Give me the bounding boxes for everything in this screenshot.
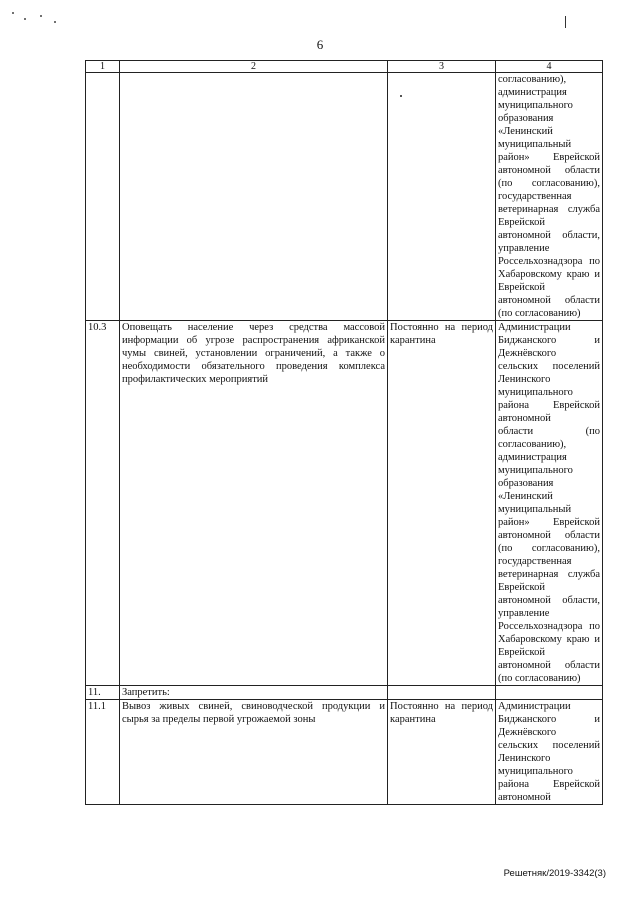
text-line: Хабаровскому краю и [498,269,600,280]
text-line: Биджанского и [498,714,600,725]
text-line: государственная [498,556,572,567]
cell-term [388,700,496,805]
text-line: (по согласованию) [498,308,581,319]
text-line: муниципального [498,387,573,398]
text-line: Хабаровскому краю и [498,634,600,645]
text-line: необходимости обязательного проведения комплекса [122,361,385,372]
text-line: Еврейской [498,647,545,658]
text-line: автономной области, [498,595,600,606]
text-line: администрация [498,87,567,98]
scan-speck [54,21,56,23]
cell-num: 10.3 [86,321,120,686]
text-line: Биджанского и [498,335,600,346]
cell-num: 11. [86,686,120,700]
text-line: карантина [390,335,436,346]
text-line: образования [498,478,554,489]
text-line: Постоянно на период [390,322,493,333]
scan-specks [10,10,60,30]
text-line: образования [498,113,554,124]
text-line: муниципального [498,100,573,111]
header-col-2: 2 [120,61,388,73]
table-row-11 [86,686,603,700]
text-line: автономной области [498,530,600,541]
text-line: сельских поселений [498,361,600,372]
cell-term [388,73,496,321]
text-line: автономной области, [498,230,600,241]
text-line: «Ленинский [498,126,553,137]
text-line: Еврейской [498,582,545,593]
table-row-10-3 [86,321,603,686]
text-line: район» Еврейской [498,517,600,528]
scan-edge-mark [565,16,566,28]
text-line: (по согласованию) [498,673,581,684]
text-line: района Еврейской [498,400,600,411]
table-row-11-1 [86,700,603,805]
scan-speck [400,95,402,97]
text-line: муниципального [498,465,573,476]
text-line: сырья за пределы первой угрожаемой зоны [122,714,316,725]
text-line: автономной области [498,295,600,306]
text-line: муниципального [498,766,573,777]
scan-speck [24,18,26,20]
header-col-1: 1 [86,61,120,73]
text-line: Еврейской [498,282,545,293]
text-line: муниципальный [498,139,572,150]
text-line: Россельхознадзора по [498,256,600,267]
cell-action [120,73,388,321]
cell-action [120,321,388,686]
text-line: район» Еврейской [498,152,600,163]
text-line: автономной области [498,660,600,671]
text-line: «Ленинский [498,491,553,502]
text-line: профилактических мероприятий [122,374,269,385]
cell-num [86,73,120,321]
text-line: чумы свиней, установлении ограничений, а также о [122,348,385,359]
text-line: автономной [498,413,551,424]
cell-action [120,700,388,805]
text-line: Администрации [498,322,571,333]
text-line: Россельхознадзора по [498,621,600,632]
cell-responsible [496,321,603,686]
document-code: Решетняк/2019-3342(3) [503,868,606,879]
scan-speck [40,15,42,17]
text-line: управление [498,608,550,619]
text-line: ветеринарная служба [498,569,600,580]
text-line: Запретить: [122,687,170,698]
text-line: Ленинского [498,374,551,385]
cell-responsible [496,73,603,321]
text-line: муниципальный [498,504,572,515]
text-line: Постоянно на период [390,701,493,712]
text-line: ветеринарная служба [498,204,600,215]
cell-term [388,686,496,700]
text-line: (по согласованию), [498,178,600,189]
text-line: района Еврейской [498,779,600,790]
text-line: согласованию), [498,439,567,450]
header-col-3: 3 [388,61,496,73]
page-number: 6 [316,37,324,52]
text-line: информации об угрозе распространения африканской [122,335,385,346]
text-line: карантина [390,714,436,725]
text-line: Дежнёвского [498,348,557,359]
table-header-row [86,61,603,73]
text-line: Оповещать население через средства массовой [122,322,385,333]
text-line: (по согласованию), [498,543,600,554]
cell-term [388,321,496,686]
text-line: автономной [498,792,551,803]
text-line: государственная [498,191,572,202]
scan-speck [12,12,14,14]
text-line: Ленинского [498,753,551,764]
text-line: Вывоз живых свиней, свиноводческой продукции и [122,701,385,712]
table-row-continuation [86,73,603,321]
text-line: Администрации [498,701,571,712]
text-line: автономной области [498,165,600,176]
text-line: управление [498,243,550,254]
text-line: области (по [498,426,600,437]
cell-responsible [496,686,603,700]
text-line: согласованию), [498,74,567,85]
cell-num: 11.1 [86,700,120,805]
cell-action [120,686,388,700]
text-line: Дежнёвского [498,727,557,738]
text-line: сельских поселений [498,740,600,751]
text-line: администрация [498,452,567,463]
text-line: Еврейской [498,217,545,228]
header-col-4: 4 [496,61,603,73]
measures-table [85,60,603,805]
cell-responsible [496,700,603,805]
